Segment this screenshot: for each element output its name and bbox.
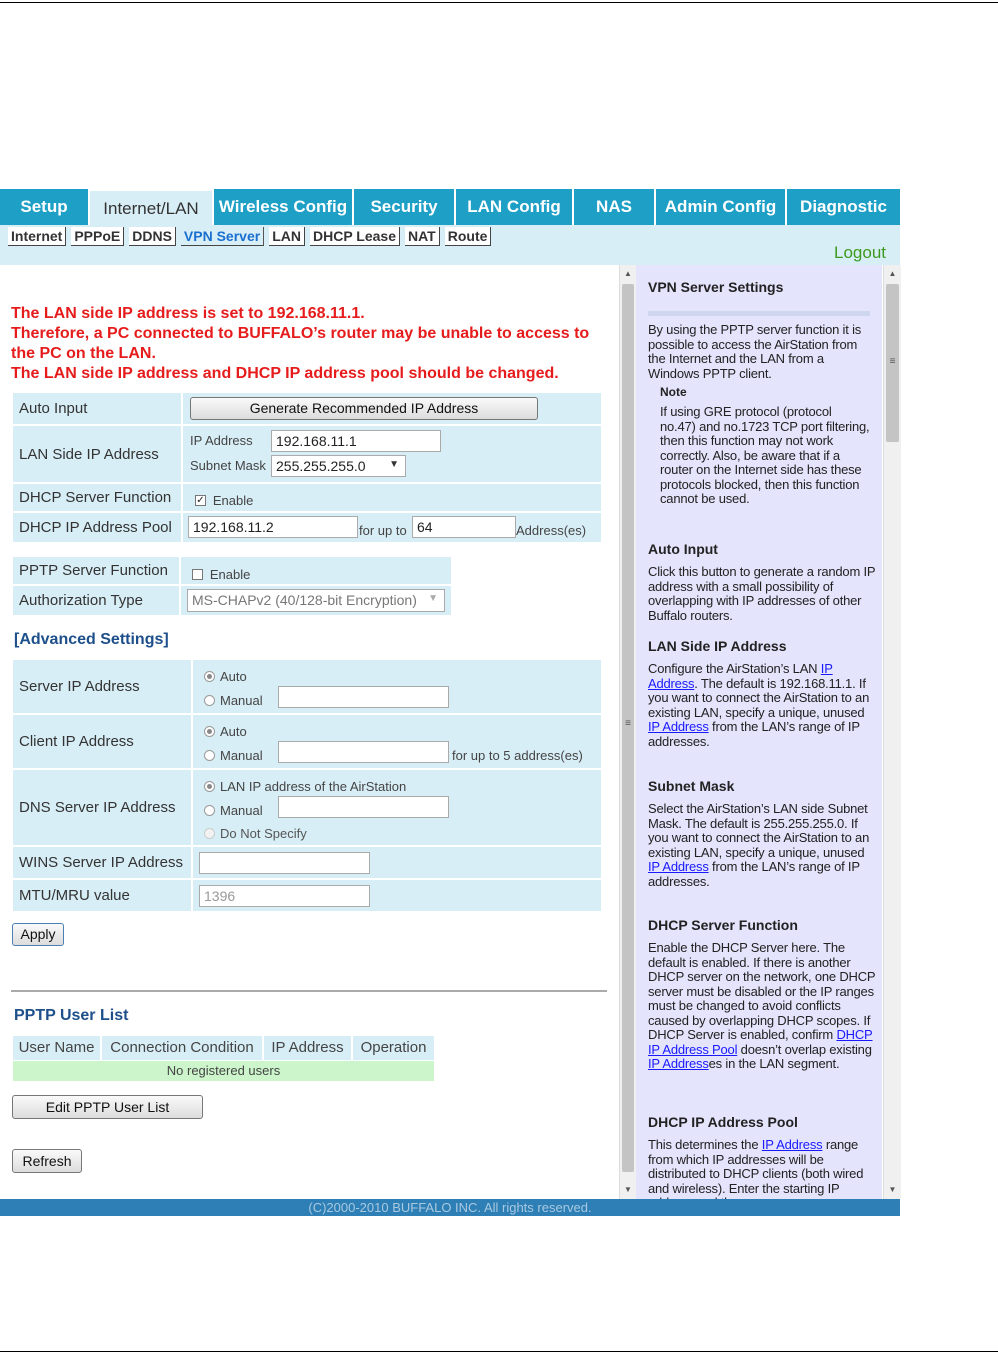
client-ip-count-text: for up to 5 address(es) xyxy=(452,748,583,763)
client-ip-manual-option[interactable] xyxy=(204,746,263,763)
dhcp-server-label: DHCP Server Function xyxy=(13,484,181,511)
help-pool-title: DHCP IP Address Pool xyxy=(648,1114,798,1130)
grip-icon: ≡ xyxy=(625,718,631,729)
warning-line-1: The LAN side IP address is set to 192.168.11.1. xyxy=(11,305,365,322)
warning-line-2: Therefore, a PC connected to BUFFALO’s router may be unable to access to the PC on the LAN. xyxy=(11,325,590,362)
pptp-user-table xyxy=(13,1036,434,1082)
pptp-enable-label: Enable xyxy=(209,566,251,582)
dns-lan-radio[interactable] xyxy=(204,781,215,792)
sub-nav-bar xyxy=(0,225,900,265)
wins-server-input[interactable] xyxy=(199,852,370,874)
lan-ip-warning xyxy=(11,304,611,384)
wins-server-cell xyxy=(193,847,601,878)
lan-ip-label: LAN Side IP Address xyxy=(13,426,181,482)
dhcp-server-cell xyxy=(183,484,601,511)
mtu-input[interactable]: 1396 xyxy=(199,885,370,907)
refresh-button[interactable]: Refresh xyxy=(12,1149,82,1173)
addresses-suffix: Address(es) xyxy=(516,523,587,538)
help-intro xyxy=(648,323,876,381)
wins-server-label: WINS Server IP Address xyxy=(13,847,191,878)
dns-none-option[interactable] xyxy=(204,824,307,841)
pptp-server-cell xyxy=(181,557,451,584)
dhcp-pool-count-input[interactable]: 64 xyxy=(412,516,516,538)
help-dhcp-title: DHCP Server Function xyxy=(648,917,798,933)
copyright-footer: (C)2000-2010 BUFFALO INC. All rights reserved. xyxy=(0,1199,900,1216)
subtab-vpn-server[interactable]: VPN Server xyxy=(181,227,264,246)
server-ip-label: Server IP Address xyxy=(13,660,191,713)
client-ip-manual-input[interactable] xyxy=(278,741,449,763)
column-connection-condition: Connection Condition xyxy=(102,1036,262,1060)
client-ip-manual-radio[interactable] xyxy=(204,750,215,761)
help-lan-title: LAN Side IP Address xyxy=(648,638,787,654)
dns-lan-option[interactable] xyxy=(204,777,406,794)
for-up-to-text: for up to xyxy=(359,523,407,538)
server-ip-cell xyxy=(193,660,601,713)
ip-address-link[interactable]: IP Address xyxy=(648,859,709,874)
help-title-text: VPN Server Settings xyxy=(648,279,784,295)
column-user-name: User Name xyxy=(13,1036,100,1060)
server-ip-manual-option[interactable] xyxy=(204,691,263,708)
help-note xyxy=(660,385,870,507)
dns-manual-radio[interactable] xyxy=(204,805,215,816)
help-auto-input xyxy=(648,541,876,623)
help-intro-text: By using the PPTP server function it is possible to access the AirStation from the Internet and the LAN from a Windows PPTP client. xyxy=(648,322,862,381)
help-auto-text: Click this button to generate a random IP address with a small possibility of overlapping with IP addresses of other Buffalo routers. xyxy=(648,564,876,623)
dhcp-pool-label: DHCP IP Address Pool xyxy=(13,513,181,542)
dhcp-enable-label: Enable xyxy=(212,492,254,508)
mtu-label: MTU/MRU value xyxy=(13,880,191,911)
help-title-divider xyxy=(648,311,870,316)
help-dhcp-server xyxy=(648,917,876,1072)
tab-security[interactable]: Security xyxy=(354,189,456,225)
help-note-text: If using GRE protocol (protocol no.47) and no.1723 TCP port filtering, then this function may not work correctly. Also, be aware that if a router on the Internet side has these protocols blocked, then this function cannot be used. xyxy=(660,404,870,506)
ip-address-sublabel: IP Address xyxy=(190,433,253,448)
tab-internet-lan[interactable]: Internet/LAN xyxy=(90,191,214,225)
empty-users-row: No registered users xyxy=(13,1061,434,1081)
subtab-route[interactable]: Route xyxy=(445,227,492,246)
lan-ip-cell xyxy=(183,426,601,482)
scroll-up-icon[interactable]: ▲ xyxy=(888,269,897,278)
help-note-title: Note xyxy=(660,385,687,399)
help-pane xyxy=(636,265,882,1199)
server-ip-manual-label: Manual xyxy=(220,692,263,708)
section-divider xyxy=(11,990,607,992)
help-lan-text: Configure the AirStation’s LAN IP Address. The default is 192.168.11.1. If you want to connect the AirStation to an existing LAN, specify a unique, unused IP Address from the LAN’s range of IP addresses. xyxy=(648,661,870,749)
dns-manual-option[interactable] xyxy=(204,801,263,818)
auto-input-label: Auto Input xyxy=(13,393,181,424)
chevron-down-icon: ▼ xyxy=(428,593,438,604)
tab-wireless-config[interactable]: Wireless Config xyxy=(214,189,354,225)
auto-input-cell xyxy=(183,393,601,424)
help-lan-ip xyxy=(648,638,876,749)
server-ip-manual-input[interactable] xyxy=(278,686,449,708)
pptp-enable-checkbox[interactable] xyxy=(192,569,203,580)
server-ip-auto-label: Auto xyxy=(220,668,247,684)
auth-type-select[interactable] xyxy=(187,589,445,612)
pptp-user-list-title: PPTP User List xyxy=(14,1007,129,1024)
help-mask-title: Subnet Mask xyxy=(648,778,735,794)
dns-server-cell xyxy=(193,770,601,845)
help-dhcp-pool xyxy=(648,1114,876,1211)
dhcp-pool-cell xyxy=(183,513,601,542)
scroll-down-icon[interactable]: ▼ xyxy=(624,1185,632,1194)
apply-button[interactable]: Apply xyxy=(12,923,64,946)
ip-address-link[interactable]: IP Address xyxy=(648,719,709,734)
tab-lan-config[interactable]: LAN Config xyxy=(456,189,574,225)
dhcp-pool-link[interactable]: DHCP IP Address Pool xyxy=(648,1027,873,1057)
client-ip-cell xyxy=(193,715,601,768)
advanced-settings-title: [Advanced Settings] xyxy=(14,631,169,648)
settings-scrollbar[interactable] xyxy=(619,265,636,1199)
client-ip-label: Client IP Address xyxy=(13,715,191,768)
tab-nas[interactable]: NAS xyxy=(574,189,656,225)
dns-none-radio[interactable] xyxy=(204,828,215,839)
dhcp-pool-start-input[interactable]: 192.168.11.2 xyxy=(188,516,358,538)
lan-ip-input[interactable]: 192.168.11.1 xyxy=(271,430,441,452)
ip-address-link[interactable]: IP Address xyxy=(648,1056,709,1071)
sub-nav-links xyxy=(8,225,496,247)
tab-diagnostic[interactable]: Diagnostic xyxy=(787,189,900,225)
scroll-down-icon[interactable]: ▼ xyxy=(888,1185,897,1194)
logout-link[interactable]: Logout xyxy=(834,243,886,262)
ip-address-link[interactable]: IP Address xyxy=(761,1137,823,1152)
help-subnet-mask xyxy=(648,778,876,889)
dns-lan-label: LAN IP address of the AirStation xyxy=(220,778,407,794)
server-ip-manual-radio[interactable] xyxy=(204,695,215,706)
subtab-ddns[interactable]: DDNS xyxy=(129,227,176,246)
chevron-down-icon: ▼ xyxy=(389,459,399,470)
subtab-dhcp-lease[interactable]: DHCP Lease xyxy=(310,227,400,246)
pptp-server-label: PPTP Server Function xyxy=(13,557,179,584)
edit-pptp-user-list-button[interactable]: Edit PPTP User List xyxy=(12,1095,203,1119)
help-mask-text: Select the AirStation’s LAN side Subnet Mask. The default is 255.255.255.0. If you want to connect the AirStation to an existing LAN, specify a unique, unused IP Address from the LAN’s range of IP addresses. xyxy=(648,801,870,889)
client-ip-auto-option[interactable] xyxy=(204,722,247,739)
scroll-up-icon[interactable]: ▲ xyxy=(624,269,632,278)
client-ip-manual-label: Manual xyxy=(220,747,263,763)
client-ip-auto-label: Auto xyxy=(220,723,247,739)
help-title xyxy=(648,279,876,295)
dhcp-enable-checkbox[interactable]: ✓ xyxy=(196,494,205,506)
server-ip-auto-radio[interactable] xyxy=(204,671,215,682)
page-top-rule xyxy=(0,2,998,3)
server-ip-auto-option[interactable] xyxy=(204,667,247,684)
generate-ip-button[interactable]: Generate Recommended IP Address xyxy=(190,397,538,420)
client-ip-auto-radio[interactable] xyxy=(204,726,215,737)
subtab-nat[interactable]: NAT xyxy=(405,227,440,246)
auth-type-label: Authorization Type xyxy=(13,586,179,615)
subtab-pppoe[interactable]: PPPoE xyxy=(71,227,124,246)
subnet-mask-select[interactable] xyxy=(271,455,406,477)
help-dhcp-text: Enable the DHCP Server here. The default is enabled. If there is another DHCP server on the network, one DHCP server must be disabled or the IP ranges must be changed to avoid conflicts caused by overlapping DHCP scopes. If DHCP Server is enabled, confirm DHCP IP Address Pool doesn’t overlap existing IP Addresses in the LAN segment. xyxy=(648,940,876,1071)
dns-manual-input[interactable] xyxy=(278,796,449,818)
auth-type-cell xyxy=(181,586,451,615)
column-ip-address: IP Address xyxy=(264,1036,351,1060)
subnet-mask-value: 255.255.255.0 xyxy=(276,458,366,474)
router-admin-window xyxy=(0,187,900,1216)
tab-setup[interactable]: Setup xyxy=(0,189,90,225)
mtu-cell xyxy=(193,880,601,911)
dns-manual-label: Manual xyxy=(220,802,263,818)
help-scrollbar[interactable] xyxy=(883,265,901,1199)
ip-address-link[interactable]: IP Address xyxy=(648,661,833,691)
main-tab-bar xyxy=(0,187,900,225)
help-pool-text: This determines the IP Address range from which IP addresses will be distributed to DHCP clients (both wired and wireless). Enter the starting IP xyxy=(648,1137,864,1196)
subnet-mask-sublabel: Subnet Mask xyxy=(190,458,266,473)
page-bottom-rule xyxy=(0,1351,998,1352)
grip-icon: ≡ xyxy=(889,356,896,367)
help-auto-title: Auto Input xyxy=(648,541,718,557)
tab-admin-config[interactable]: Admin Config xyxy=(656,189,787,225)
auth-type-value: MS-CHAPv2 (40/128-bit Encryption) xyxy=(192,592,417,608)
subtab-internet[interactable]: Internet xyxy=(8,227,66,246)
warning-line-3: The LAN side IP address and DHCP IP address pool should be changed. xyxy=(11,365,559,382)
dns-server-label: DNS Server IP Address xyxy=(13,770,191,845)
subtab-lan[interactable]: LAN xyxy=(269,227,305,246)
settings-pane xyxy=(0,265,618,1199)
dns-none-label: Do Not Specify xyxy=(220,825,307,841)
column-operation: Operation xyxy=(353,1036,434,1060)
